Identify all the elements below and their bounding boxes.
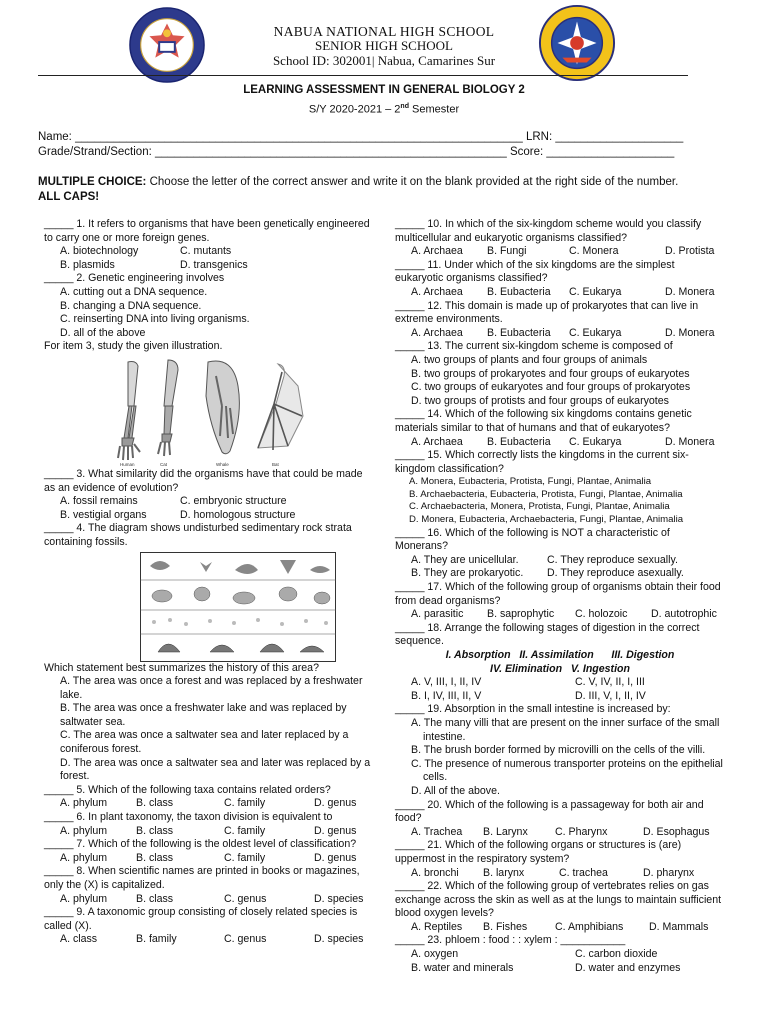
option[interactable]: A. phylum — [60, 797, 108, 810]
option[interactable]: A. oxygen — [411, 948, 459, 961]
option[interactable]: B. water and minerals — [411, 961, 514, 974]
instruction-label: MULTIPLE CHOICE: — [38, 176, 147, 188]
option[interactable]: D. water and enzymes — [575, 961, 681, 974]
option[interactable]: A. Reptiles — [411, 920, 463, 933]
rock-strata-diagram — [140, 552, 336, 662]
q3-options — [44, 495, 374, 522]
option[interactable]: C. The area was once a saltwater sea and later replaced by a coniferous forest. — [60, 729, 349, 756]
q4-stem: Which statement best summarizes the history of this area? — [44, 661, 319, 674]
option[interactable]: A. phylum — [60, 824, 108, 837]
option[interactable]: B. Eubacteria — [487, 285, 551, 298]
option[interactable]: C. family — [224, 824, 266, 837]
option[interactable]: C. Amphibians — [555, 920, 624, 933]
question-4: _____ 4. The diagram shows undisturbed sedimentary rock strata containing fossils. — [44, 522, 352, 548]
question-5: _____ 5. Which of the following taxa contains related orders? — [44, 783, 331, 796]
option[interactable]: D. III, V, I, II, IV — [575, 689, 646, 702]
option[interactable]: B. two groups of prokaryotes and four groups of eukaryotes — [411, 367, 690, 380]
question-8: _____ 8. When scientific names are printed in books or magazines, only the (X) is capitalized. — [44, 865, 360, 891]
option[interactable]: C. holozoic — [575, 608, 628, 621]
option[interactable]: C. family — [224, 851, 266, 864]
name-lrn-field[interactable]: Name: ______________________________________________________________________ LRN: ____________________ — [38, 131, 684, 143]
option[interactable]: A. V, III, I, II, IV — [411, 676, 482, 689]
option[interactable]: A. phylum — [60, 851, 108, 864]
question-11: _____ 11. Under which of the six kingdoms are the simplest eukaryotic organisms classified? — [395, 258, 675, 285]
question-12: _____ 12. This domain is made up of prokaryotes that can live in extreme environments. — [395, 299, 699, 326]
option[interactable]: A. Archaea — [411, 435, 463, 448]
q19-options — [395, 717, 725, 799]
option[interactable]: A. class — [60, 933, 98, 946]
option[interactable]: B. Fishes — [483, 920, 528, 933]
q9-options — [44, 933, 374, 947]
header-divider — [38, 75, 688, 76]
option[interactable]: B. larynx — [483, 866, 525, 879]
right-column — [395, 218, 725, 975]
option[interactable]: D. autotrophic — [651, 608, 717, 621]
school-department: SENIOR HIGH SCHOOL — [315, 38, 453, 53]
option[interactable]: B. Larynx — [483, 825, 528, 838]
q21-options — [395, 867, 725, 881]
option[interactable]: C. The presence of numerous transporter proteins on the epithelial cells. — [411, 757, 723, 784]
document-header — [0, 0, 768, 84]
option[interactable]: B. class — [136, 797, 174, 810]
option[interactable]: C. They reproduce sexually. — [547, 553, 678, 566]
option[interactable]: B. class — [136, 851, 174, 864]
q6-options — [44, 825, 374, 839]
q18-options — [395, 676, 725, 703]
question-6: _____ 6. In plant taxonomy, the taxon division is equivalent to — [44, 811, 333, 824]
option[interactable]: C. Eukarya — [569, 285, 622, 298]
option[interactable]: D. transgenics — [180, 258, 248, 271]
option[interactable]: D. genus — [314, 824, 357, 837]
q8-options — [44, 893, 374, 907]
question-22: _____ 22. Which of the following group of vertebrates relies on gas exchange across the skin as well as at the lungs to maintain sufficient blood oxygen levels? — [395, 880, 722, 920]
option[interactable]: D. Protista — [665, 245, 715, 258]
option[interactable]: B. class — [136, 824, 174, 837]
question-16: _____ 16. Which of the following is NOT a characteristic of Monerans? — [395, 526, 670, 553]
school-id: School ID: 302001| Nabua, Camarines Sur — [272, 53, 496, 68]
school-name: NABUA NATIONAL HIGH SCHOOL — [273, 24, 495, 39]
question-1: _____ 1. It refers to organisms that have been genetically engineered to carry one or more foreign genes. — [44, 218, 370, 244]
option[interactable]: B. saprophytic — [487, 608, 555, 621]
q11-options — [395, 286, 725, 300]
option[interactable]: C. mutants — [180, 245, 232, 258]
option[interactable]: A. Archaea — [411, 326, 463, 339]
question-9: _____ 9. A taxonomic group consisting of closely related species is called (X). — [44, 906, 358, 932]
option[interactable]: D. genus — [314, 851, 357, 864]
limb-label-whale: Whale — [216, 461, 229, 467]
limb-label-cat: Cat — [160, 461, 168, 467]
option[interactable]: C. Pharynx — [555, 825, 608, 838]
option[interactable]: A. The area was once a forest and was replaced by a freshwater lake. — [60, 675, 363, 701]
option[interactable]: B. The brush border formed by microvilli on the cells of the villi. — [411, 744, 706, 757]
q18-stages-2: IV. Elimination V. Ingestion — [490, 662, 630, 675]
option[interactable]: B. Eubacteria — [487, 435, 551, 448]
option[interactable]: A. They are unicellular. — [411, 553, 519, 566]
sy-sup: nd — [400, 103, 409, 110]
question-14: _____ 14. Which of the following six kingdoms contains genetic materials similar to that of humans and that of eukaryotes? — [395, 408, 692, 434]
homologous-limbs-illustration — [98, 356, 308, 468]
question-20: _____ 20. Which of the following is a passageway for both air and food? — [395, 798, 704, 825]
question-10: _____ 10. In which of the six-kingdom scheme would you classify multicellular and eukaryotic organisms classified? — [395, 218, 702, 244]
option[interactable]: D. Monera, Eubacteria, Archaebacteria, Fungi, Plantae, Animalia — [409, 514, 684, 526]
option[interactable]: A. parasitic — [411, 608, 464, 621]
option[interactable]: B. Fungi — [487, 245, 527, 258]
q16-options — [395, 554, 725, 581]
question-21: _____ 21. Which of the following organs or structures is (are) uppermost in the respiratory system? — [395, 839, 682, 865]
question-17: _____ 17. Which of the following group of organisms obtain their food from dead organisms? — [395, 581, 721, 607]
option[interactable]: C. genus — [224, 892, 267, 905]
deped-seal-logo — [128, 6, 206, 84]
option[interactable]: C. Monera — [569, 245, 619, 258]
option[interactable]: C. Eukarya — [569, 435, 622, 448]
document-title: LEARNING ASSESSMENT IN GENERAL BIOLOGY 2 — [243, 84, 525, 96]
option[interactable]: A. bronchi — [411, 866, 459, 879]
instructions — [38, 175, 730, 204]
q18-stages-1: I. Absorption II. Assimilation III. Digestion — [445, 649, 675, 661]
option[interactable]: D. Mammals — [649, 920, 709, 933]
option[interactable]: D. two groups of protists and four groups of eukaryotes — [411, 394, 669, 407]
option[interactable]: C. Archaebacteria, Monera, Protista, Fungi, Plantae, Animalia — [409, 501, 670, 513]
option[interactable]: A. Monera, Eubacteria, Protista, Fungi, Plantae, Animalia — [409, 476, 652, 488]
option[interactable]: B. class — [136, 892, 174, 905]
option[interactable]: D. Monera — [665, 435, 715, 448]
limb-label-human: Human — [120, 461, 135, 467]
option[interactable]: D. species — [314, 933, 364, 946]
q15-options — [395, 476, 725, 526]
option[interactable]: D. All of the above. — [411, 784, 500, 797]
question-18: _____ 18. Arrange the following stages of digestion in the correct sequence. — [395, 621, 700, 648]
option[interactable]: C. trachea — [559, 866, 608, 879]
question-7: _____ 7. Which of the following is the oldest level of classification? — [44, 838, 357, 851]
q1-options — [44, 245, 374, 272]
option[interactable]: B. Eubacteria — [487, 326, 551, 339]
question-13: _____ 13. The current six-kingdom scheme is composed of — [395, 340, 673, 353]
option[interactable]: C. V, IV, II, I, III — [575, 676, 645, 689]
option[interactable]: A. Archaea — [411, 285, 463, 298]
left-column — [44, 218, 374, 947]
item3-note: For item 3, study the given illustration. — [44, 340, 223, 353]
option[interactable]: D. pharynx — [643, 866, 695, 879]
sy-text: S/Y 2020-2021 – 2 — [308, 103, 401, 116]
option[interactable]: A. biotechnology — [60, 245, 139, 258]
option[interactable]: B. They are prokaryotic. — [411, 567, 524, 580]
q14-options — [395, 436, 725, 450]
q5-options — [44, 797, 374, 811]
question-19: _____ 19. Absorption in the small intestine is increased by: — [395, 703, 671, 716]
question-2: _____ 2. Genetic engineering involves — [44, 272, 225, 285]
option[interactable]: A. two groups of plants and four groups of animals — [411, 353, 648, 366]
question-23: _____ 23. phloem : food : : xylem : ___________ — [395, 934, 626, 947]
option[interactable]: D. all of the above — [60, 326, 146, 339]
option[interactable]: C. reinserting DNA into living organisms. — [60, 313, 250, 326]
option[interactable]: A. Trachea — [411, 825, 463, 838]
instruction-text: Choose the letter of the correct answer and write it on the blank provided at the right side of the number. — [146, 176, 679, 188]
q13-options — [395, 354, 725, 408]
instruction-caps: ALL CAPS! — [38, 190, 100, 203]
grade-score-field[interactable]: Grade/Strand/Section: _______________________________________________________ Score: ____________________ — [38, 146, 675, 158]
q2-options — [44, 286, 374, 340]
option[interactable]: D. Monera — [665, 326, 715, 339]
question-15: _____ 15. Which correctly lists the kingdoms in the current six-kingdom classification? — [395, 449, 689, 475]
option[interactable]: D. genus — [314, 797, 357, 810]
option[interactable]: D. species — [314, 892, 364, 905]
option[interactable]: D. They reproduce asexually. — [547, 567, 684, 580]
sy-semester: Semester — [408, 103, 460, 116]
option[interactable]: B. family — [136, 933, 177, 946]
option[interactable]: B. changing a DNA sequence. — [60, 299, 202, 312]
option[interactable]: A. phylum — [60, 892, 108, 905]
option[interactable]: A. Archaea — [411, 245, 463, 258]
option[interactable]: D. homologous structure — [180, 508, 296, 521]
q22-options — [395, 921, 725, 935]
q17-options — [395, 608, 725, 622]
question-3: _____ 3. What similarity did the organisms have that could be made as an evidence of evolution? — [44, 467, 363, 494]
option[interactable]: B. vestigial organs — [60, 508, 147, 521]
option[interactable]: B. I, IV, III, II, V — [411, 689, 482, 702]
option[interactable]: C. embryonic structure — [180, 495, 287, 508]
option[interactable]: C. family — [224, 797, 266, 810]
option[interactable]: B. Archaebacteria, Eubacteria, Protista, Fungi, Plantae, Animalia — [409, 488, 683, 500]
limb-label-bat: Bat — [272, 461, 279, 467]
q20-options — [395, 826, 725, 840]
option[interactable]: C. genus — [224, 933, 267, 946]
option[interactable]: D. Esophagus — [643, 825, 710, 838]
option[interactable]: C. carbon dioxide — [575, 948, 658, 961]
q10-options — [395, 245, 725, 259]
option[interactable]: D. Monera — [665, 285, 715, 298]
option[interactable]: B. plasmids — [60, 258, 115, 271]
option[interactable]: C. two groups of eukaryotes and four groups of prokaryotes — [411, 381, 691, 394]
q12-options — [395, 327, 725, 341]
option[interactable]: B. The area was once a freshwater lake and was replaced by saltwater sea. — [60, 702, 347, 728]
school-year — [0, 100, 768, 117]
option[interactable]: A. The many villi that are present on the inner surface of the small intestine. — [411, 716, 720, 743]
option[interactable]: D. The area was once a saltwater sea and later was replaced by a forest. — [60, 756, 371, 783]
option[interactable]: A. cutting out a DNA sequence. — [60, 285, 208, 298]
option[interactable]: A. fossil remains — [60, 495, 138, 508]
q4-options — [44, 675, 374, 784]
student-fields — [38, 130, 730, 160]
q23-options — [395, 948, 725, 975]
q7-options — [44, 852, 374, 866]
option[interactable]: C. Eukarya — [569, 326, 622, 339]
